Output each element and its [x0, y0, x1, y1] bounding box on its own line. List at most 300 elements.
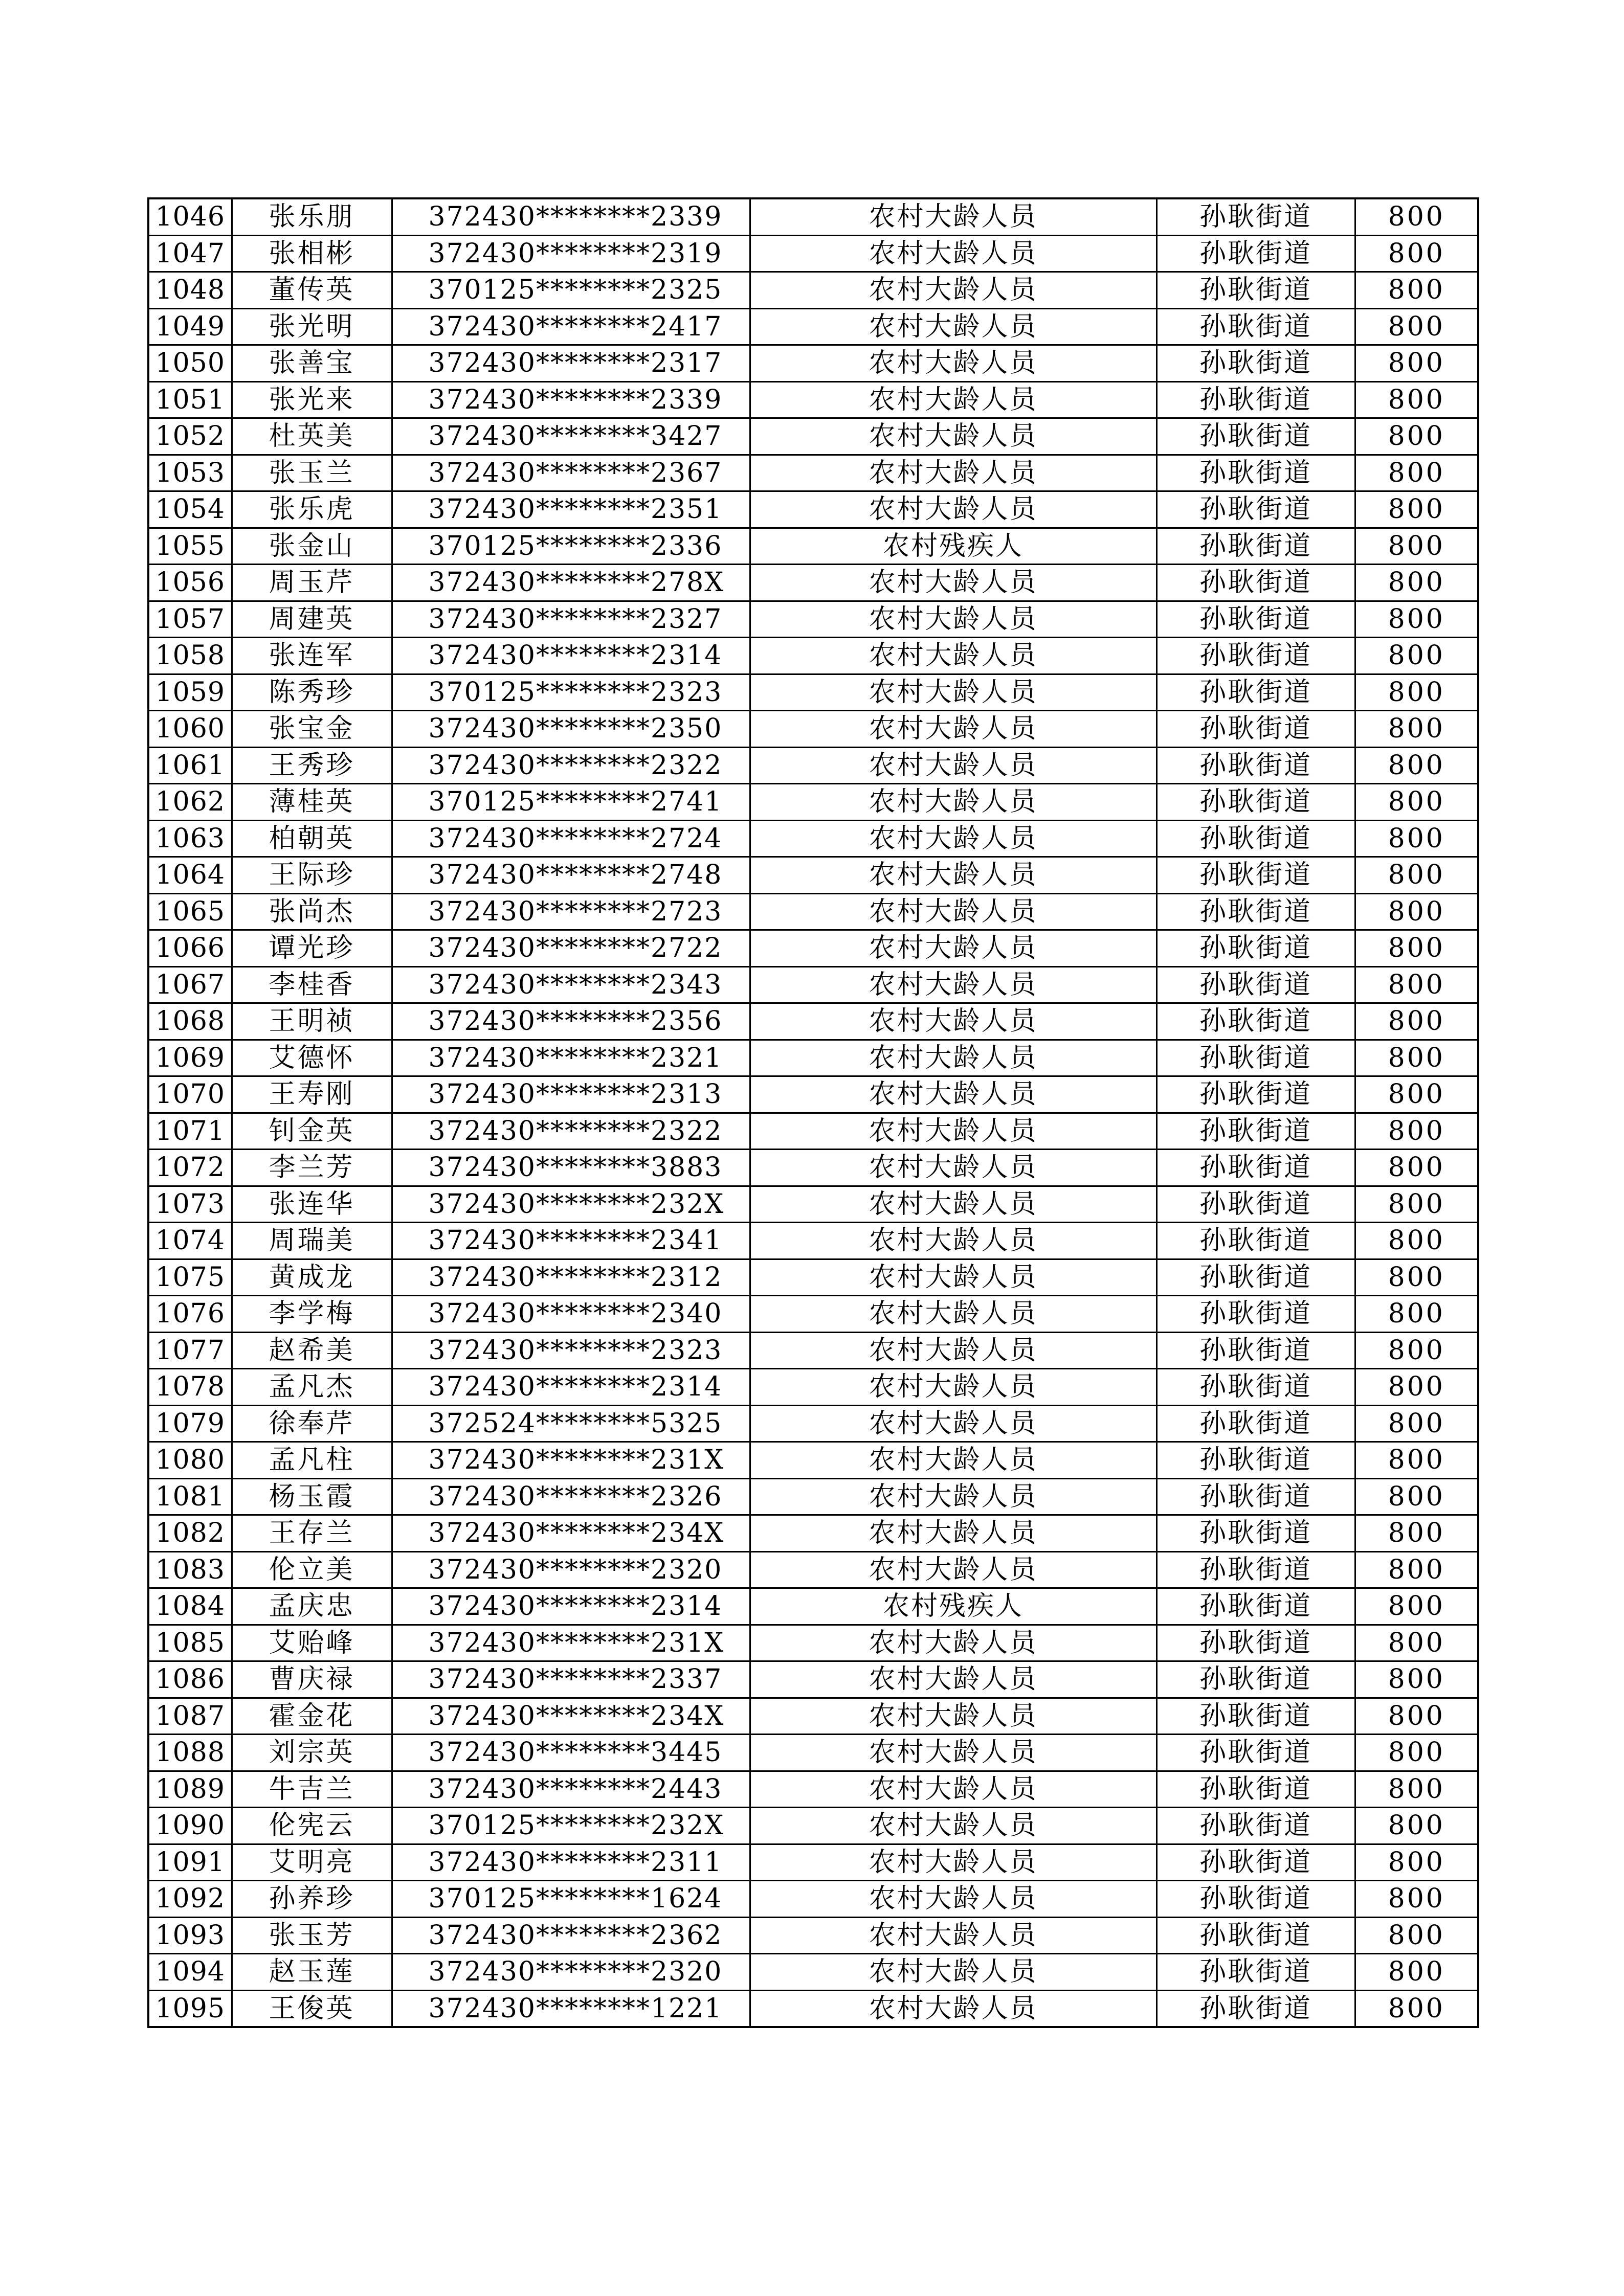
person-name-cell: 艾贻峰	[232, 1625, 392, 1661]
row-number-cell: 1060	[148, 711, 232, 748]
table-row	[148, 1808, 1478, 1844]
table-row	[148, 1186, 1478, 1223]
id-number-cell: 372430********2339	[392, 198, 750, 235]
street-cell: 孙耿街道	[1156, 1954, 1355, 1991]
id-number-cell: 372430********231X	[392, 1442, 750, 1479]
row-number-cell: 1079	[148, 1405, 232, 1442]
table-row	[148, 272, 1478, 309]
amount-cell: 800	[1355, 345, 1478, 382]
person-name-cell: 王际珍	[232, 857, 392, 894]
person-name-cell: 张光来	[232, 381, 392, 418]
street-cell: 孙耿街道	[1156, 565, 1355, 601]
row-number-cell: 1048	[148, 272, 232, 309]
id-number-cell: 372430********2311	[392, 1844, 750, 1881]
amount-cell: 800	[1355, 1003, 1478, 1040]
id-number-cell: 372430********3445	[392, 1735, 750, 1771]
person-name-cell: 伦立美	[232, 1551, 392, 1588]
street-cell: 孙耿街道	[1156, 1113, 1355, 1150]
table-row	[148, 1076, 1478, 1113]
row-number-cell: 1090	[148, 1808, 232, 1844]
person-name-cell: 艾德怀	[232, 1040, 392, 1076]
table-body	[148, 198, 1478, 2027]
id-number-cell: 372430********232X	[392, 1186, 750, 1223]
person-name-cell: 陈秀珍	[232, 674, 392, 711]
id-number-cell: 372430********2367	[392, 455, 750, 491]
category-cell: 农村大龄人员	[750, 674, 1156, 711]
category-cell: 农村大龄人员	[750, 1296, 1156, 1333]
id-number-cell: 372430********2314	[392, 638, 750, 674]
amount-cell: 800	[1355, 1186, 1478, 1223]
amount-cell: 800	[1355, 1040, 1478, 1076]
street-cell: 孙耿街道	[1156, 1771, 1355, 1808]
row-number-cell: 1094	[148, 1954, 232, 1991]
street-cell: 孙耿街道	[1156, 1076, 1355, 1113]
category-cell: 农村大龄人员	[750, 1515, 1156, 1552]
person-name-cell: 孟庆忠	[232, 1588, 392, 1625]
amount-cell: 800	[1355, 784, 1478, 821]
id-number-cell: 372430********2322	[392, 1113, 750, 1150]
id-number-cell: 372430********2341	[392, 1223, 750, 1259]
category-cell: 农村大龄人员	[750, 1844, 1156, 1881]
amount-cell: 800	[1355, 455, 1478, 491]
street-cell: 孙耿街道	[1156, 381, 1355, 418]
person-name-cell: 李桂香	[232, 966, 392, 1003]
id-number-cell: 372430********2314	[392, 1588, 750, 1625]
amount-cell: 800	[1355, 930, 1478, 967]
id-number-cell: 372430********2326	[392, 1478, 750, 1515]
amount-cell: 800	[1355, 1076, 1478, 1113]
street-cell: 孙耿街道	[1156, 1150, 1355, 1186]
person-name-cell: 李学梅	[232, 1296, 392, 1333]
street-cell: 孙耿街道	[1156, 1917, 1355, 1954]
id-number-cell: 372430********2320	[392, 1551, 750, 1588]
street-cell: 孙耿街道	[1156, 1698, 1355, 1735]
amount-cell: 800	[1355, 1990, 1478, 2027]
table-row	[148, 1771, 1478, 1808]
table-row	[148, 1223, 1478, 1259]
amount-cell: 800	[1355, 1551, 1478, 1588]
person-name-cell: 张乐朋	[232, 198, 392, 235]
row-number-cell: 1084	[148, 1588, 232, 1625]
row-number-cell: 1050	[148, 345, 232, 382]
id-number-cell: 372430********2312	[392, 1259, 750, 1296]
amount-cell: 800	[1355, 601, 1478, 638]
row-number-cell: 1065	[148, 893, 232, 930]
category-cell: 农村大龄人员	[750, 1808, 1156, 1844]
row-number-cell: 1073	[148, 1186, 232, 1223]
category-cell: 农村大龄人员	[750, 1917, 1156, 1954]
street-cell: 孙耿街道	[1156, 1551, 1355, 1588]
amount-cell: 800	[1355, 308, 1478, 345]
row-number-cell: 1086	[148, 1661, 232, 1698]
category-cell: 农村大龄人员	[750, 455, 1156, 491]
person-name-cell: 柏朝英	[232, 820, 392, 857]
street-cell: 孙耿街道	[1156, 1369, 1355, 1406]
row-number-cell: 1066	[148, 930, 232, 967]
id-number-cell: 372430********2351	[392, 491, 750, 528]
street-cell: 孙耿街道	[1156, 1223, 1355, 1259]
amount-cell: 800	[1355, 674, 1478, 711]
table-row	[148, 381, 1478, 418]
person-name-cell: 周建英	[232, 601, 392, 638]
category-cell: 农村大龄人员	[750, 345, 1156, 382]
row-number-cell: 1059	[148, 674, 232, 711]
street-cell: 孙耿街道	[1156, 784, 1355, 821]
category-cell: 农村大龄人员	[750, 857, 1156, 894]
person-name-cell: 刘宗英	[232, 1735, 392, 1771]
row-number-cell: 1076	[148, 1296, 232, 1333]
amount-cell: 800	[1355, 1296, 1478, 1333]
id-number-cell: 372430********2748	[392, 857, 750, 894]
id-number-cell: 370125********1624	[392, 1881, 750, 1918]
row-number-cell: 1046	[148, 198, 232, 235]
amount-cell: 800	[1355, 1917, 1478, 1954]
category-cell: 农村残疾人	[750, 528, 1156, 565]
table-row	[148, 784, 1478, 821]
row-number-cell: 1063	[148, 820, 232, 857]
amount-cell: 800	[1355, 747, 1478, 784]
person-name-cell: 张乐虎	[232, 491, 392, 528]
id-number-cell: 372430********2443	[392, 1771, 750, 1808]
row-number-cell: 1058	[148, 638, 232, 674]
id-number-cell: 372430********2339	[392, 381, 750, 418]
category-cell: 农村大龄人员	[750, 893, 1156, 930]
category-cell: 农村大龄人员	[750, 1771, 1156, 1808]
table-row	[148, 565, 1478, 601]
amount-cell: 800	[1355, 272, 1478, 309]
amount-cell: 800	[1355, 381, 1478, 418]
category-cell: 农村大龄人员	[750, 1661, 1156, 1698]
street-cell: 孙耿街道	[1156, 893, 1355, 930]
table-row	[148, 747, 1478, 784]
table-row	[148, 1661, 1478, 1698]
category-cell: 农村大龄人员	[750, 1369, 1156, 1406]
table-row	[148, 455, 1478, 491]
street-cell: 孙耿街道	[1156, 491, 1355, 528]
row-number-cell: 1074	[148, 1223, 232, 1259]
row-number-cell: 1077	[148, 1332, 232, 1369]
amount-cell: 800	[1355, 528, 1478, 565]
table-row	[148, 893, 1478, 930]
street-cell: 孙耿街道	[1156, 418, 1355, 455]
category-cell: 农村大龄人员	[750, 235, 1156, 272]
row-number-cell: 1070	[148, 1076, 232, 1113]
street-cell: 孙耿街道	[1156, 674, 1355, 711]
person-name-cell: 孟凡杰	[232, 1369, 392, 1406]
category-cell: 农村大龄人员	[750, 308, 1156, 345]
id-number-cell: 372430********2723	[392, 893, 750, 930]
category-cell: 农村大龄人员	[750, 784, 1156, 821]
table-row	[148, 1735, 1478, 1771]
category-cell: 农村大龄人员	[750, 381, 1156, 418]
row-number-cell: 1068	[148, 1003, 232, 1040]
table-row	[148, 235, 1478, 272]
category-cell: 农村大龄人员	[750, 1735, 1156, 1771]
street-cell: 孙耿街道	[1156, 1625, 1355, 1661]
id-number-cell: 372430********2350	[392, 711, 750, 748]
person-name-cell: 孙养珍	[232, 1881, 392, 1918]
street-cell: 孙耿街道	[1156, 966, 1355, 1003]
person-name-cell: 孟凡柱	[232, 1442, 392, 1479]
table-row	[148, 1442, 1478, 1479]
table-row	[148, 1478, 1478, 1515]
person-name-cell: 霍金花	[232, 1698, 392, 1735]
table-row	[148, 1003, 1478, 1040]
table-row	[148, 1515, 1478, 1552]
street-cell: 孙耿街道	[1156, 1808, 1355, 1844]
table-row	[148, 1405, 1478, 1442]
category-cell: 农村大龄人员	[750, 1332, 1156, 1369]
id-number-cell: 372430********1221	[392, 1990, 750, 2027]
street-cell: 孙耿街道	[1156, 1990, 1355, 2027]
street-cell: 孙耿街道	[1156, 820, 1355, 857]
table-row	[148, 198, 1478, 235]
person-name-cell: 王存兰	[232, 1515, 392, 1552]
id-number-cell: 372430********234X	[392, 1698, 750, 1735]
category-cell: 农村大龄人员	[750, 1442, 1156, 1479]
street-cell: 孙耿街道	[1156, 345, 1355, 382]
id-number-cell: 372430********2327	[392, 601, 750, 638]
row-number-cell: 1057	[148, 601, 232, 638]
row-number-cell: 1054	[148, 491, 232, 528]
amount-cell: 800	[1355, 820, 1478, 857]
person-name-cell: 伦宪云	[232, 1808, 392, 1844]
amount-cell: 800	[1355, 1954, 1478, 1991]
row-number-cell: 1089	[148, 1771, 232, 1808]
person-name-cell: 张尚杰	[232, 893, 392, 930]
category-cell: 农村大龄人员	[750, 1881, 1156, 1918]
street-cell: 孙耿街道	[1156, 1259, 1355, 1296]
row-number-cell: 1095	[148, 1990, 232, 2027]
street-cell: 孙耿街道	[1156, 638, 1355, 674]
category-cell: 农村大龄人员	[750, 747, 1156, 784]
table-row	[148, 1917, 1478, 1954]
amount-cell: 800	[1355, 1332, 1478, 1369]
row-number-cell: 1064	[148, 857, 232, 894]
id-number-cell: 372430********2722	[392, 930, 750, 967]
amount-cell: 800	[1355, 711, 1478, 748]
table-row	[148, 638, 1478, 674]
amount-cell: 800	[1355, 893, 1478, 930]
table-row	[148, 528, 1478, 565]
person-name-cell: 王寿刚	[232, 1076, 392, 1113]
person-name-cell: 曹庆禄	[232, 1661, 392, 1698]
street-cell: 孙耿街道	[1156, 1186, 1355, 1223]
id-number-cell: 372430********278X	[392, 565, 750, 601]
amount-cell: 800	[1355, 857, 1478, 894]
row-number-cell: 1055	[148, 528, 232, 565]
id-number-cell: 372430********2337	[392, 1661, 750, 1698]
row-number-cell: 1081	[148, 1478, 232, 1515]
id-number-cell: 372430********2322	[392, 747, 750, 784]
person-name-cell: 谭光珍	[232, 930, 392, 967]
row-number-cell: 1071	[148, 1113, 232, 1150]
street-cell: 孙耿街道	[1156, 711, 1355, 748]
category-cell: 农村大龄人员	[750, 272, 1156, 309]
table-row	[148, 1954, 1478, 1991]
id-number-cell: 370125********2741	[392, 784, 750, 821]
id-number-cell: 372430********3883	[392, 1150, 750, 1186]
category-cell: 农村大龄人员	[750, 1478, 1156, 1515]
amount-cell: 800	[1355, 638, 1478, 674]
id-number-cell: 370125********2323	[392, 674, 750, 711]
category-cell: 农村大龄人员	[750, 1259, 1156, 1296]
amount-cell: 800	[1355, 1881, 1478, 1918]
table-row	[148, 1551, 1478, 1588]
table-row	[148, 1588, 1478, 1625]
id-number-cell: 370125********2336	[392, 528, 750, 565]
row-number-cell: 1088	[148, 1735, 232, 1771]
category-cell: 农村大龄人员	[750, 711, 1156, 748]
table-row	[148, 1844, 1478, 1881]
category-cell: 农村大龄人员	[750, 1698, 1156, 1735]
row-number-cell: 1085	[148, 1625, 232, 1661]
category-cell: 农村大龄人员	[750, 1223, 1156, 1259]
category-cell: 农村大龄人员	[750, 491, 1156, 528]
amount-cell: 800	[1355, 1515, 1478, 1552]
category-cell: 农村大龄人员	[750, 1150, 1156, 1186]
table-row	[148, 1259, 1478, 1296]
amount-cell: 800	[1355, 198, 1478, 235]
table-row	[148, 711, 1478, 748]
amount-cell: 800	[1355, 966, 1478, 1003]
street-cell: 孙耿街道	[1156, 1405, 1355, 1442]
table-row	[148, 857, 1478, 894]
street-cell: 孙耿街道	[1156, 1040, 1355, 1076]
row-number-cell: 1056	[148, 565, 232, 601]
person-name-cell: 周瑞美	[232, 1223, 392, 1259]
category-cell: 农村大龄人员	[750, 1954, 1156, 1991]
street-cell: 孙耿街道	[1156, 1661, 1355, 1698]
table-row	[148, 966, 1478, 1003]
category-cell: 农村大龄人员	[750, 1040, 1156, 1076]
amount-cell: 800	[1355, 1588, 1478, 1625]
row-number-cell: 1047	[148, 235, 232, 272]
street-cell: 孙耿街道	[1156, 1844, 1355, 1881]
amount-cell: 800	[1355, 1808, 1478, 1844]
category-cell: 农村残疾人	[750, 1588, 1156, 1625]
category-cell: 农村大龄人员	[750, 1990, 1156, 2027]
id-number-cell: 372430********2362	[392, 1917, 750, 1954]
id-number-cell: 372430********2321	[392, 1040, 750, 1076]
id-number-cell: 372430********2343	[392, 966, 750, 1003]
person-name-cell: 徐奉芹	[232, 1405, 392, 1442]
category-cell: 农村大龄人员	[750, 198, 1156, 235]
category-cell: 农村大龄人员	[750, 1113, 1156, 1150]
row-number-cell: 1080	[148, 1442, 232, 1479]
id-number-cell: 372430********2323	[392, 1332, 750, 1369]
street-cell: 孙耿街道	[1156, 747, 1355, 784]
street-cell: 孙耿街道	[1156, 1478, 1355, 1515]
street-cell: 孙耿街道	[1156, 308, 1355, 345]
table-row	[148, 418, 1478, 455]
street-cell: 孙耿街道	[1156, 1735, 1355, 1771]
id-number-cell: 370125********2325	[392, 272, 750, 309]
category-cell: 农村大龄人员	[750, 565, 1156, 601]
street-cell: 孙耿街道	[1156, 1515, 1355, 1552]
person-name-cell: 张宝金	[232, 711, 392, 748]
row-number-cell: 1051	[148, 381, 232, 418]
row-number-cell: 1082	[148, 1515, 232, 1552]
id-number-cell: 372430********2320	[392, 1954, 750, 1991]
id-number-cell: 372524********5325	[392, 1405, 750, 1442]
row-number-cell: 1067	[148, 966, 232, 1003]
category-cell: 农村大龄人员	[750, 418, 1156, 455]
table-row	[148, 308, 1478, 345]
id-number-cell: 372430********2356	[392, 1003, 750, 1040]
person-name-cell: 张玉芳	[232, 1917, 392, 1954]
amount-cell: 800	[1355, 1625, 1478, 1661]
row-number-cell: 1061	[148, 747, 232, 784]
amount-cell: 800	[1355, 1223, 1478, 1259]
person-name-cell: 杜英美	[232, 418, 392, 455]
category-cell: 农村大龄人员	[750, 638, 1156, 674]
amount-cell: 800	[1355, 1442, 1478, 1479]
amount-cell: 800	[1355, 418, 1478, 455]
category-cell: 农村大龄人员	[750, 1003, 1156, 1040]
person-name-cell: 王俊英	[232, 1990, 392, 2027]
person-name-cell: 杨玉霞	[232, 1478, 392, 1515]
amount-cell: 800	[1355, 1259, 1478, 1296]
row-number-cell: 1087	[148, 1698, 232, 1735]
id-number-cell: 372430********2317	[392, 345, 750, 382]
table-row	[148, 1332, 1478, 1369]
person-name-cell: 张相彬	[232, 235, 392, 272]
table-row	[148, 1040, 1478, 1076]
street-cell: 孙耿街道	[1156, 1003, 1355, 1040]
table-row	[148, 1881, 1478, 1918]
amount-cell: 800	[1355, 235, 1478, 272]
table-row	[148, 1113, 1478, 1150]
person-name-cell: 赵希美	[232, 1332, 392, 1369]
street-cell: 孙耿街道	[1156, 1442, 1355, 1479]
street-cell: 孙耿街道	[1156, 601, 1355, 638]
category-cell: 农村大龄人员	[750, 1076, 1156, 1113]
table-row	[148, 1150, 1478, 1186]
person-name-cell: 王明祯	[232, 1003, 392, 1040]
person-name-cell: 张玉兰	[232, 455, 392, 491]
amount-cell: 800	[1355, 1771, 1478, 1808]
table-row	[148, 1990, 1478, 2027]
table-row	[148, 674, 1478, 711]
id-number-cell: 372430********231X	[392, 1625, 750, 1661]
category-cell: 农村大龄人员	[750, 1405, 1156, 1442]
table-row	[148, 491, 1478, 528]
id-number-cell: 372430********2314	[392, 1369, 750, 1406]
street-cell: 孙耿街道	[1156, 1296, 1355, 1333]
person-name-cell: 张金山	[232, 528, 392, 565]
person-name-cell: 赵玉莲	[232, 1954, 392, 1991]
id-number-cell: 372430********2319	[392, 235, 750, 272]
row-number-cell: 1078	[148, 1369, 232, 1406]
category-cell: 农村大龄人员	[750, 1625, 1156, 1661]
row-number-cell: 1053	[148, 455, 232, 491]
amount-cell: 800	[1355, 1369, 1478, 1406]
person-name-cell: 薄桂英	[232, 784, 392, 821]
id-number-cell: 372430********2724	[392, 820, 750, 857]
person-name-cell: 张善宝	[232, 345, 392, 382]
row-number-cell: 1052	[148, 418, 232, 455]
table-row	[148, 1369, 1478, 1406]
id-number-cell: 370125********232X	[392, 1808, 750, 1844]
street-cell: 孙耿街道	[1156, 235, 1355, 272]
row-number-cell: 1083	[148, 1551, 232, 1588]
person-name-cell: 艾明亮	[232, 1844, 392, 1881]
table-row	[148, 345, 1478, 382]
id-number-cell: 372430********2417	[392, 308, 750, 345]
row-number-cell: 1075	[148, 1259, 232, 1296]
row-number-cell: 1072	[148, 1150, 232, 1186]
